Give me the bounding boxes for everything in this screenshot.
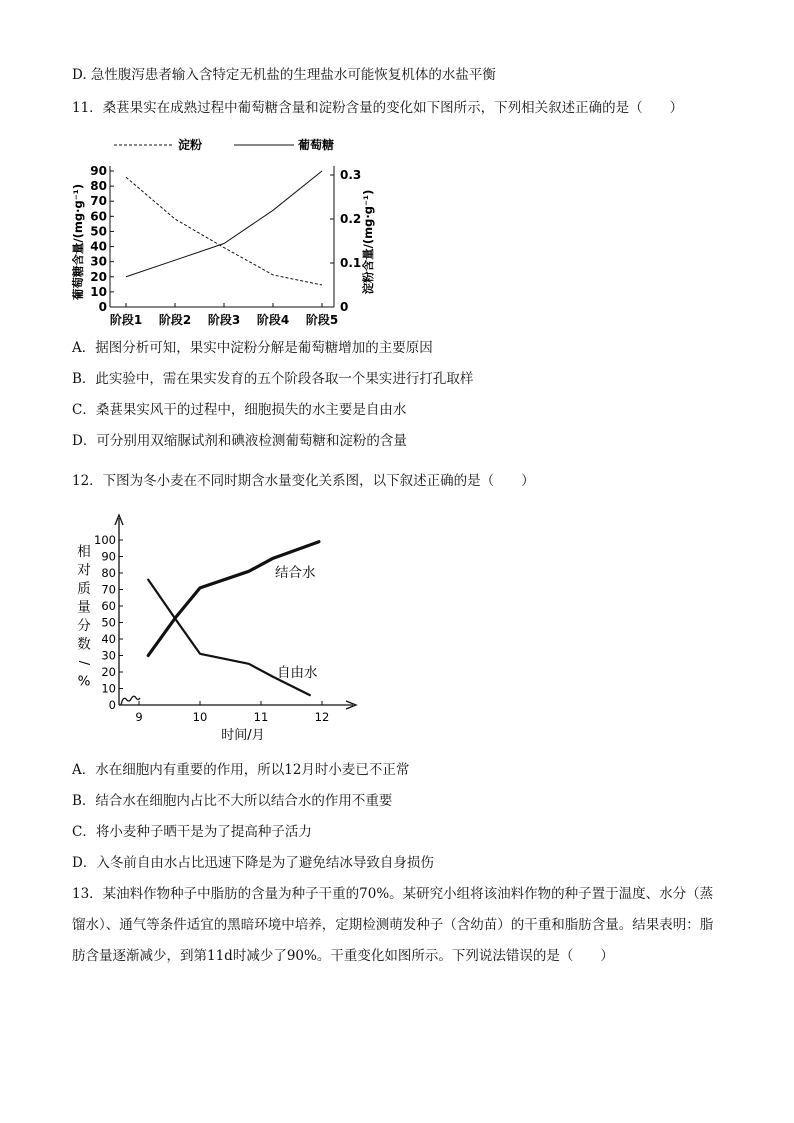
q12-option-c: C．将小麦种子晒干是为了提高种子活力 xyxy=(72,824,312,840)
y-left-tick-label: 40 xyxy=(90,239,107,254)
x-tick-label: 10 xyxy=(192,710,208,724)
legend-starch-label: 淀粉 xyxy=(178,138,203,152)
y-right-label: 淀粉含量/(mg·g⁻¹) xyxy=(361,189,375,295)
q11-chart xyxy=(66,130,375,335)
y-right-tick-label: 0.2 xyxy=(340,212,362,226)
x-tick-label: 阶段5 xyxy=(305,313,339,327)
y-left-tick-label: 10 xyxy=(90,284,107,299)
q11-option-d: D．可分别用双缩脲试剂和碘液检测葡萄糖和淀粉的含量 xyxy=(72,433,407,449)
q12-option-b: B．结合水在细胞内占比不大所以结合水的作用不重要 xyxy=(72,793,393,809)
x-tick-label: 12 xyxy=(314,710,330,724)
y-tick-label: 0 xyxy=(108,698,116,712)
y-tick-label: 90 xyxy=(101,549,116,564)
y-label-glyph: / xyxy=(76,660,91,666)
y-right-tick-label: 0.3 xyxy=(340,168,362,182)
legend-glucose-label: 葡萄糖 xyxy=(298,138,335,152)
y-label-glyph: % xyxy=(77,673,91,690)
y-left-tick-label: 30 xyxy=(90,254,107,269)
y-label-glyph: 分 xyxy=(77,618,91,634)
y-left-tick-label: 50 xyxy=(90,224,107,239)
x-tick-label: 11 xyxy=(253,710,269,724)
y-tick-label: 70 xyxy=(101,582,116,597)
x-tick-label: 阶段4 xyxy=(256,313,290,327)
glucose-series-line xyxy=(126,171,322,277)
y-tick-label: 10 xyxy=(101,681,116,696)
q12-option-d: D．入冬前自由水占比迅速下降是为了避免结冰导致自身损伤 xyxy=(72,855,434,871)
y-left-tick-label: 70 xyxy=(90,194,107,209)
y-label-glyph: 数 xyxy=(77,636,91,653)
q11-option-a: A．据图分析可知，果实中淀粉分解是葡萄糖增加的主要原因 xyxy=(72,340,433,356)
x-label: 时间/月 xyxy=(221,728,265,743)
y-tick-label: 80 xyxy=(101,566,116,580)
y-right-tick-label: 0.1 xyxy=(340,256,362,270)
q11-stem: 11．桑葚果实在成熟过程中葡萄糖含量和淀粉含量的变化如下图所示，下列相关叙述正确的是（ ） xyxy=(72,100,684,116)
x-tick-label: 阶段1 xyxy=(109,313,143,327)
y-tick-label: 60 xyxy=(101,599,116,613)
y-tick-label: 30 xyxy=(101,648,116,663)
q11-option-b: B．此实验中，需在果实发育的五个阶段各取一个果实进行打孔取样 xyxy=(72,371,474,387)
x-tick-label: 阶段3 xyxy=(207,313,241,327)
y-left-tick-label: 90 xyxy=(90,164,107,178)
starch-series-line xyxy=(126,177,322,285)
y-tick-label: 100 xyxy=(94,533,116,547)
q10-option-d: D. 急性腹泻患者输入含特定无机盐的生理盐水可能恢复机体的水盐平衡 xyxy=(72,67,496,83)
q13-stem: 13．某油料作物种子中脂肪的含量为种子干重的70%。某研究小组将该油料作物的种子置于温度、水分（蒸馏水）、通气等条件适宜的黑暗环境中培养，定期检测萌发种子（含幼苗）的干重和脂肪含量。结果表明：脂肪含量逐渐减少，到第11d时减少了90%。干重变化如图所示。下列说法错误的是（ ） xyxy=(72,886,714,964)
y-tick-label: 40 xyxy=(101,632,116,646)
y-left-label: 葡萄糖含量/(mg·g⁻¹) xyxy=(71,183,85,301)
bound-water-label: 结合水 xyxy=(275,565,316,581)
y-label-glyph: 质 xyxy=(77,581,91,597)
x-tick-label: 9 xyxy=(135,710,143,724)
y-left-tick-label: 0 xyxy=(98,300,107,314)
x-tick-label: 阶段2 xyxy=(158,313,192,327)
y-label-glyph: 量 xyxy=(77,599,91,616)
q12-stem: 12．下图为冬小麦在不同时期含水量变化关系图，以下叙述正确的是（ ） xyxy=(72,473,535,489)
y-label-glyph: 对 xyxy=(77,562,91,579)
axis-break-mark xyxy=(121,696,140,705)
q11-option-c: C．桑葚果实风干的过程中，细胞损失的水主要是自由水 xyxy=(72,402,407,418)
y-tick-label: 50 xyxy=(101,615,116,630)
y-label xyxy=(76,543,91,690)
y-label-glyph: 相 xyxy=(77,544,91,560)
q12-option-a: A．水在细胞内有重要的作用，所以12月时小麦已不正常 xyxy=(72,762,410,778)
y-left-tick-label: 80 xyxy=(90,179,107,194)
y-right-tick-label: 0 xyxy=(340,300,349,314)
y-tick-label: 20 xyxy=(101,665,116,679)
free-water-label: 自由水 xyxy=(277,665,318,681)
y-left-tick-label: 20 xyxy=(90,269,107,284)
bound-water-series-line xyxy=(148,542,319,656)
y-left-tick-label: 60 xyxy=(90,209,107,224)
q12-chart xyxy=(70,510,370,750)
